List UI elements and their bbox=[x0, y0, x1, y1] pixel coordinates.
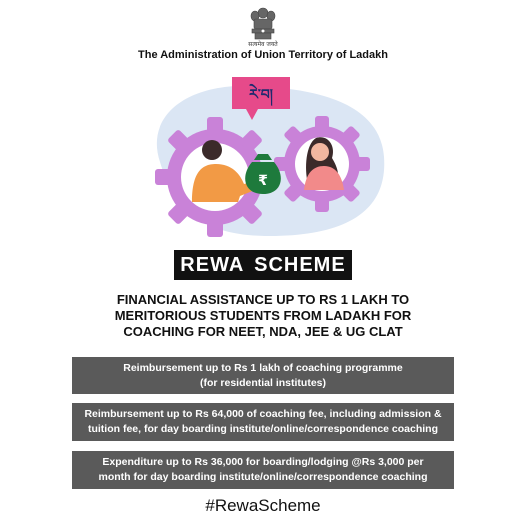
benefit-text: Reimbursement up to Rs 64,000 of coaching fee, including admission & bbox=[84, 408, 442, 420]
benefit-text: month for day boarding institute/online/correspondence coaching bbox=[98, 471, 428, 483]
benefit-text: tuition fee, for day boarding institute/online/correspondence coaching bbox=[87, 423, 439, 435]
benefit-text: (for residential institutes) bbox=[199, 376, 326, 389]
headline-line: COACHING FOR NEET, NDA, JEE & UG CLAT bbox=[123, 324, 403, 339]
headline-line: MERITORIOUS STUDENTS FROM LADAKH FOR bbox=[114, 308, 412, 323]
scheme-headline bbox=[60, 292, 466, 340]
benefit-box-residential bbox=[72, 357, 454, 394]
speech-bubble-text: རེ་བ། bbox=[249, 87, 273, 103]
benefit-text: Expenditure up to Rs 36,000 for boarding/lodging @Rs 3,000 per bbox=[102, 456, 424, 468]
benefit-text: Reimbursement up to Rs 1 lakh of coaching programme bbox=[123, 361, 403, 374]
national-emblem-icon bbox=[246, 4, 280, 42]
headline-line: FINANCIAL ASSISTANCE UP TO RS 1 LAKH TO bbox=[116, 292, 410, 307]
hashtag: #RewaScheme bbox=[205, 496, 321, 515]
benefit-box-boarding-lodging bbox=[72, 451, 454, 489]
rupee-symbol: ₹ bbox=[258, 173, 268, 189]
administration-title: The Administration of Union Territory of Ladakh bbox=[138, 49, 388, 61]
scheme-title-badge: REWA SCHEME bbox=[174, 250, 352, 280]
emblem-caption: सत्यमेव जयते bbox=[248, 41, 278, 48]
scheme-illustration bbox=[140, 72, 390, 242]
benefit-box-day-boarding-fee bbox=[72, 403, 454, 441]
